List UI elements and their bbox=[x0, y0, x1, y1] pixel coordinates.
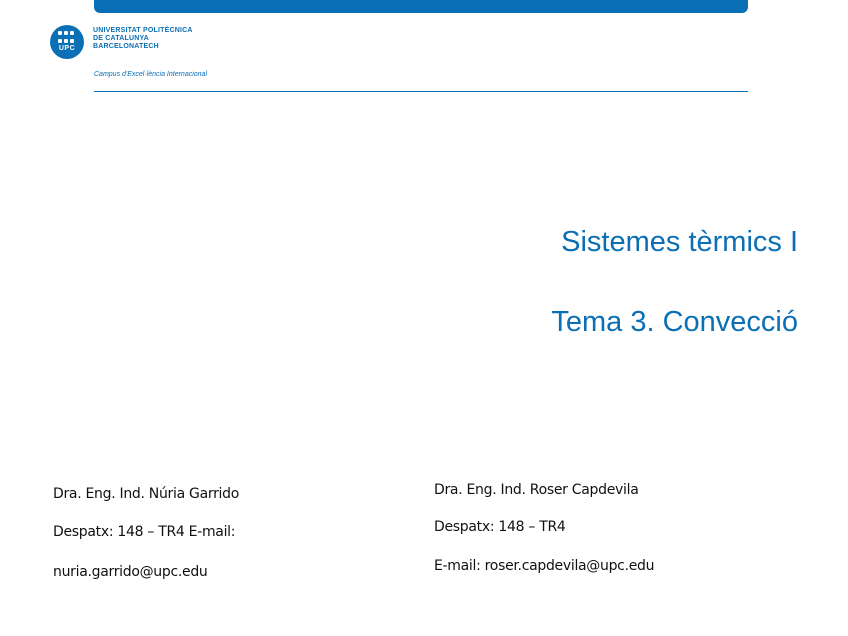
upc-logo-icon bbox=[50, 25, 84, 59]
author-right-name: Dra. Eng. Ind. Roser Capdevila bbox=[434, 482, 639, 498]
header-bar bbox=[94, 0, 748, 13]
author-left-name: Dra. Eng. Ind. Núria Garrido bbox=[53, 486, 239, 502]
author-left-email: nuria.garrido@upc.edu bbox=[53, 564, 208, 580]
slide-subtitle: Tema 3. Convecció bbox=[551, 306, 798, 338]
slide-title: Sistemes tèrmics I bbox=[561, 226, 798, 258]
institution-line-3: BARCELONATECH bbox=[93, 43, 159, 50]
author-right-email: E-mail: roser.capdevila@upc.edu bbox=[434, 558, 655, 574]
campus-tagline: Campus d'Excel·lència Internacional bbox=[94, 71, 208, 78]
institution-name bbox=[93, 27, 193, 51]
header-divider bbox=[94, 91, 748, 92]
author-left-office: Despatx: 148 – TR4 E-mail: bbox=[53, 524, 236, 540]
logo-abbreviation: UPC bbox=[58, 45, 76, 52]
institution-line-2: DE CATALUNYA bbox=[93, 35, 149, 42]
institution-line-1: UNIVERSITAT POLITÈCNICA bbox=[93, 27, 193, 34]
author-right-office: Despatx: 148 – TR4 bbox=[434, 519, 566, 535]
